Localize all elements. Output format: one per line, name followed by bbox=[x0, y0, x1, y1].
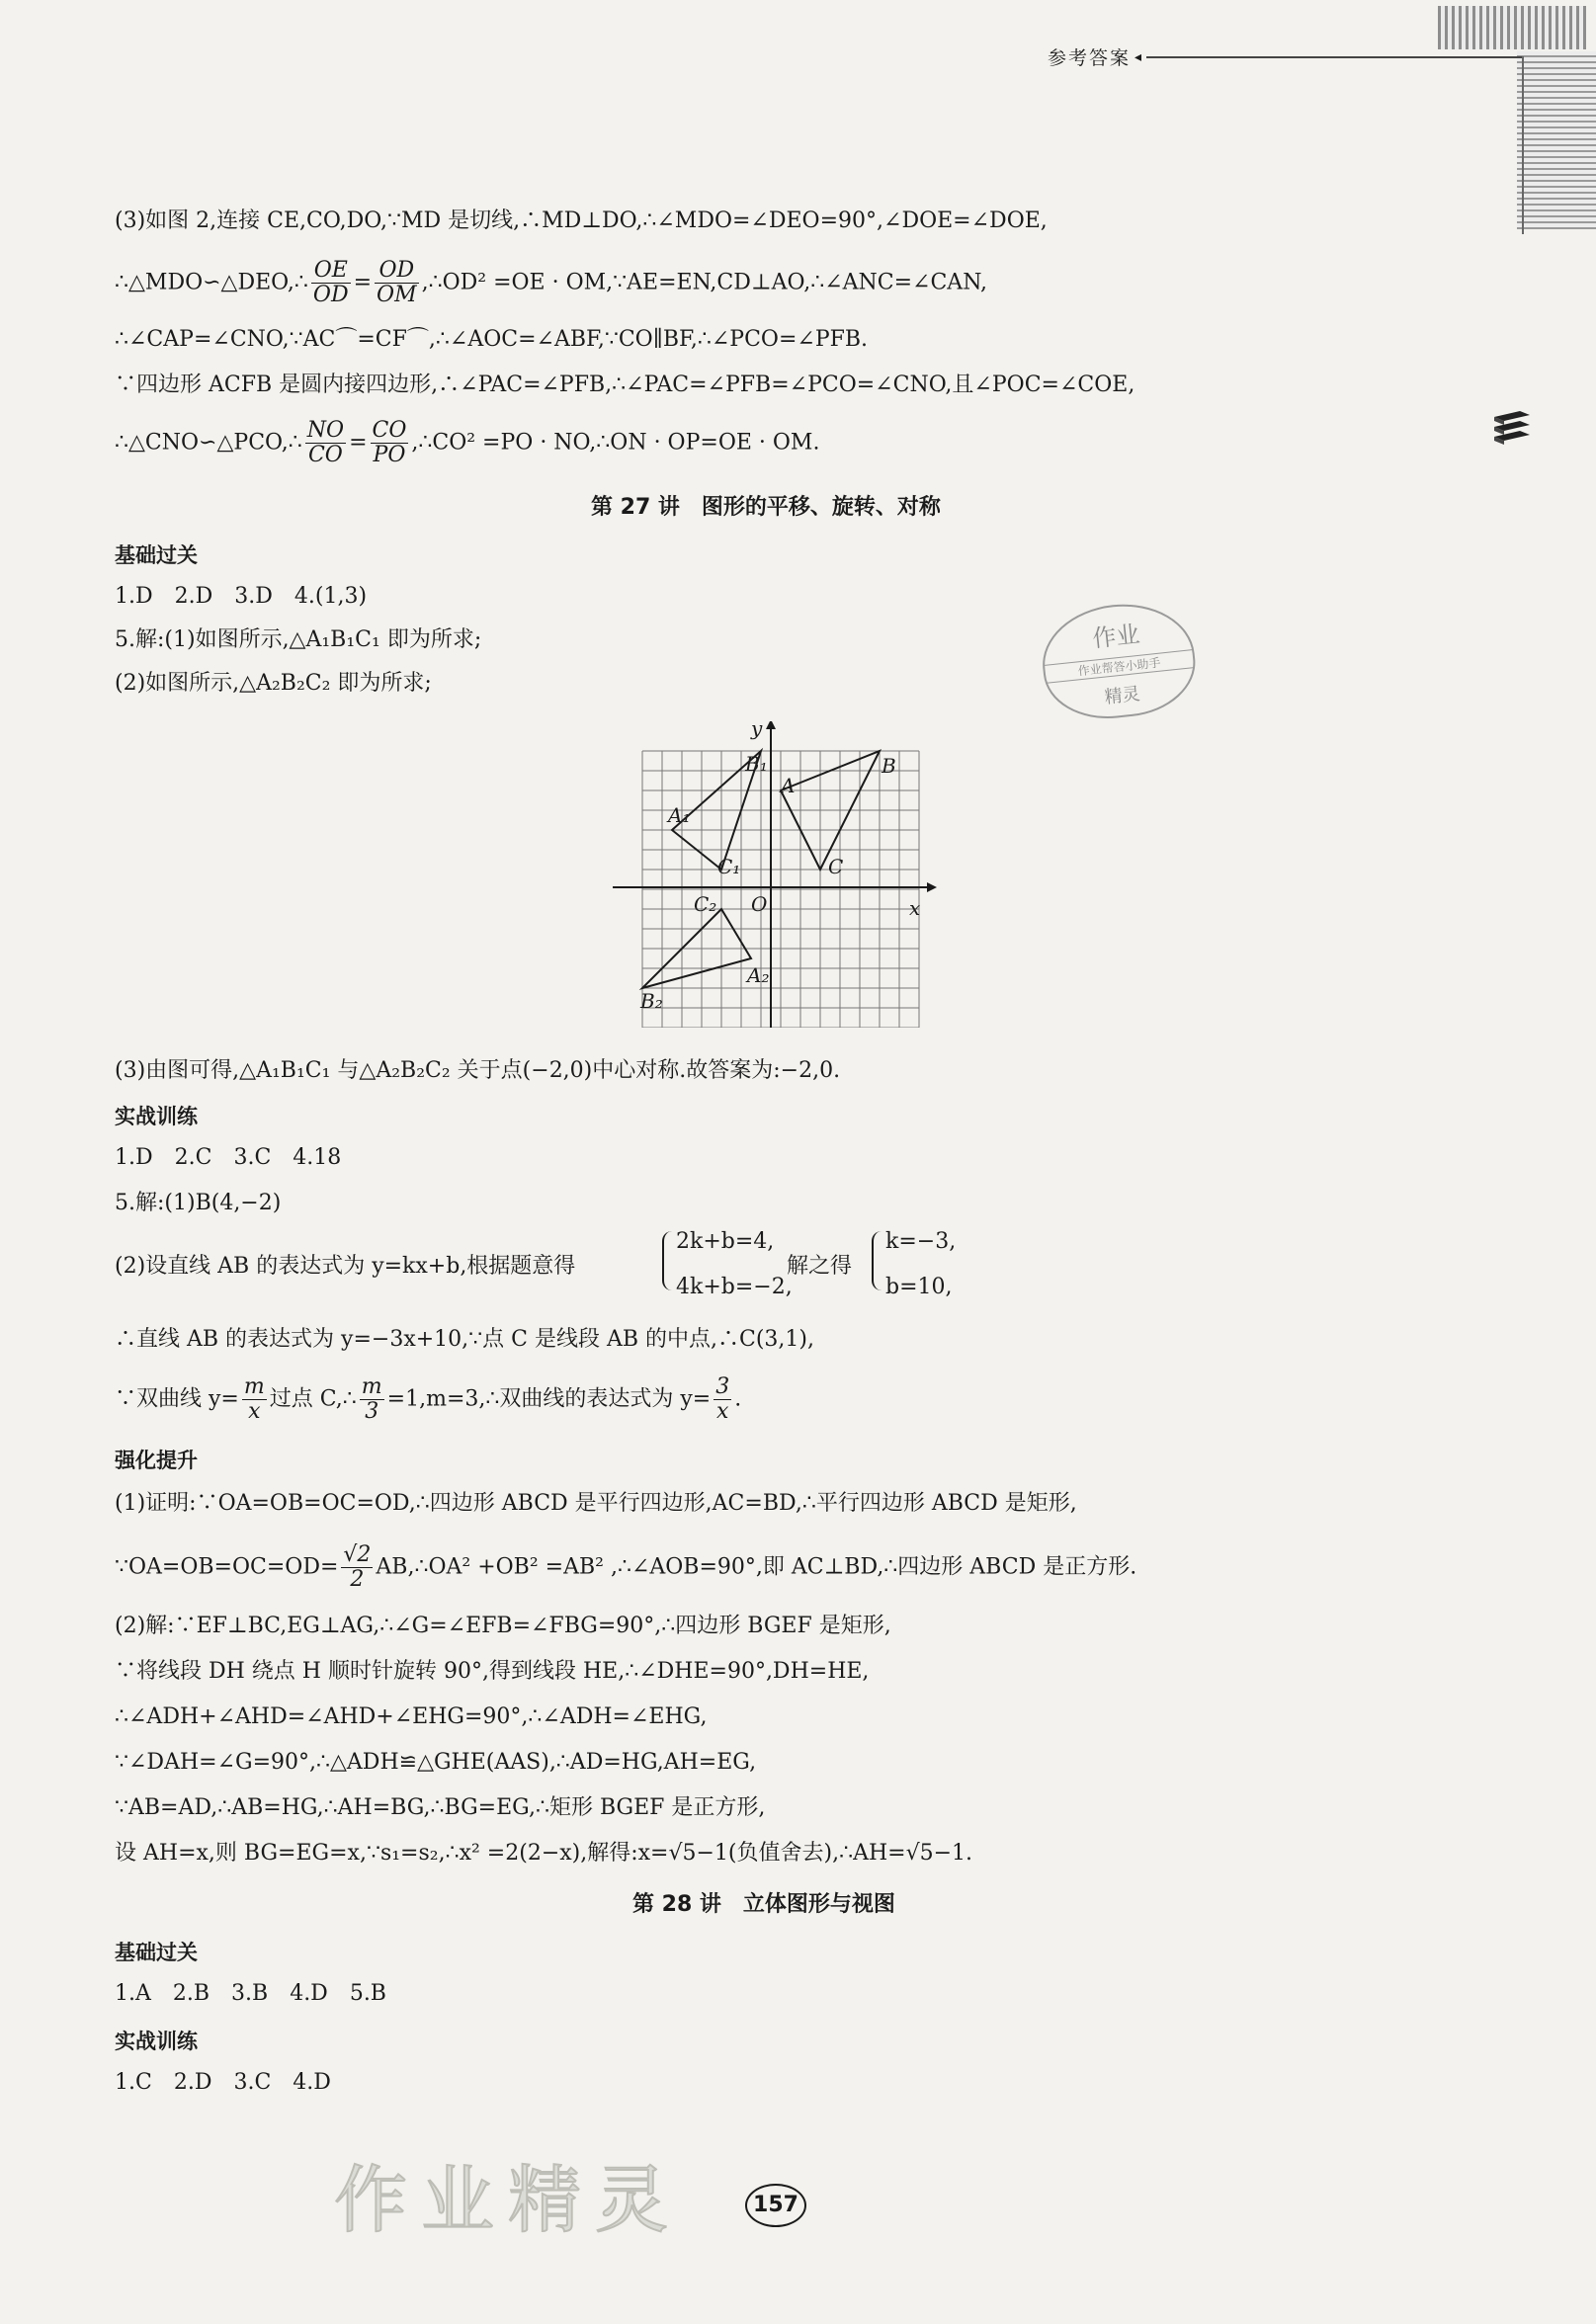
section-title: 第 27 讲 图形的平移、旋转、对称 bbox=[591, 495, 941, 520]
stamp-logo bbox=[1037, 597, 1200, 724]
fraction: $\frac{3}{x}$ bbox=[715, 1374, 730, 1424]
header-stripe-decoration bbox=[1438, 6, 1586, 49]
fraction: $\frac{√2}{2}$ bbox=[343, 1542, 372, 1592]
text-line: ∵四边形 ACFB 是圆内接四边形,∴∠PAC=∠PFB,∴∠PAC=∠PFB=∠PCO=∠CNO,且∠POC=∠COE, bbox=[115, 373, 1135, 397]
coordinate-grid-figure bbox=[613, 721, 939, 1028]
point-label-b2: B₂ bbox=[640, 989, 663, 1013]
text-line: (3)由图可得,△A₁B₁C₁ 与△A₂B₂C₂ 关于点(−2,0)中心对称.故答案为:−2,0. bbox=[115, 1058, 841, 1083]
answers-line: 1.A 2.B 3.B 4.D 5.B bbox=[115, 1981, 386, 2006]
text-line: (2)设直线 AB 的表达式为 y=kx+b,根据题意得 bbox=[115, 1254, 576, 1279]
header-rule bbox=[1146, 56, 1522, 58]
axis-label-x: x bbox=[909, 896, 921, 920]
fraction: $\frac{m}{3}$ bbox=[361, 1374, 382, 1424]
answers-line: 1.C 2.D 3.C 4.D bbox=[115, 2070, 331, 2095]
fraction: $\frac{m}{x}$ bbox=[243, 1374, 265, 1424]
text-line: 解之得 bbox=[787, 1254, 853, 1279]
text-line: ∵AB=AD,∴AB=HG,∴AH=BG,∴BG=EG,∴矩形 BGEF 是正方形, bbox=[115, 1795, 766, 1820]
text-line: (2)如图所示,△A₂B₂C₂ 即为所求; bbox=[115, 671, 432, 696]
books-icon bbox=[1490, 407, 1534, 447]
header-arrow-icon: ◂ bbox=[1134, 49, 1142, 65]
point-label-b: B bbox=[882, 754, 896, 778]
text-line: (3)如图 2,连接 CE,CO,DO,∵MD 是切线,∴MD⊥DO,∴∠MDO=∠DEO=90°,∠DOE=∠DOE, bbox=[115, 208, 1048, 233]
text-line: ∴△CNO∽△PCO,∴ $\frac{NO}{CO}$ = $\frac{CO}{PO}$ ,∴CO² =PO · NO,∴ON · OP=OE · OM. bbox=[115, 418, 820, 467]
origin-label: O bbox=[751, 892, 768, 916]
answers-line: 1.D 2.D 3.D 4.(1,3) bbox=[115, 584, 368, 609]
text-line: 设 AH=x,则 BG=EG=x,∵s₁=s₂,∴x² =2(2−x),解得:x=√5−1(负值舍去),∴AH=√5−1. bbox=[115, 1841, 973, 1866]
equation: 2k+b=4, bbox=[676, 1229, 775, 1254]
equation: 4k+b=−2, bbox=[676, 1275, 793, 1299]
fraction: $\frac{OD}{OM}$ bbox=[377, 258, 417, 307]
brace bbox=[662, 1231, 674, 1290]
text-line: (1)证明:∵OA=OB=OC=OD,∴四边形 ABCD 是平行四边形,AC=BD,∴平行四边形 ABCD 是矩形, bbox=[115, 1491, 1077, 1516]
text-line: 5.解:(1)B(4,−2) bbox=[115, 1191, 282, 1215]
page-number: 157 bbox=[745, 2184, 806, 2227]
point-label-c1: C₁ bbox=[717, 855, 741, 878]
stamp-text: 精灵 bbox=[1103, 683, 1141, 708]
header-label: 参考答案 bbox=[1048, 47, 1132, 69]
equation: b=10, bbox=[885, 1275, 953, 1299]
point-label-b1: B₁ bbox=[745, 752, 768, 776]
point-label-a1: A₁ bbox=[668, 803, 691, 827]
header-vertical-rule bbox=[1522, 56, 1524, 234]
subsection-title: 强化提升 bbox=[115, 1449, 198, 1472]
point-label-a: A bbox=[781, 774, 796, 797]
header-side-stripes bbox=[1517, 51, 1596, 229]
brace bbox=[872, 1231, 883, 1290]
stamp-text: 作业 bbox=[1091, 620, 1141, 653]
fraction: $\frac{CO}{PO}$ bbox=[372, 418, 407, 467]
point-label-a2: A₂ bbox=[747, 963, 770, 987]
text-line: ∵将线段 DH 绕点 H 顺时针旋转 90°,得到线段 HE,∴∠DHE=90°,DH=HE, bbox=[115, 1659, 870, 1684]
subsection-title: 基础过关 bbox=[115, 543, 198, 567]
section-title: 第 28 讲 立体图形与视图 bbox=[632, 1892, 895, 1917]
point-label-c2: C₂ bbox=[694, 892, 717, 916]
axis-label-y: y bbox=[751, 721, 763, 740]
text-line: ∵OA=OB=OC=OD= $\frac{√2}{2}$ AB,∴OA² +OB² =AB² ,∴∠AOB=90°,即 AC⊥BD,∴四边形 ABCD 是正方形. bbox=[115, 1542, 1137, 1592]
text-line: 5.解:(1)如图所示,△A₁B₁C₁ 即为所求; bbox=[115, 627, 482, 652]
subsection-title: 基础过关 bbox=[115, 1941, 198, 1964]
watermark: 作业精灵 bbox=[334, 2158, 682, 2243]
point-label-c: C bbox=[828, 855, 844, 878]
fraction: $\frac{NO}{CO}$ bbox=[306, 418, 345, 467]
stamp-text: 作业帮答小助手 bbox=[1045, 649, 1194, 684]
fraction: $\frac{OE}{OD}$ bbox=[312, 258, 349, 307]
text-line: ∵∠DAH=∠G=90°,∴△ADH≌△GHE(AAS),∴AD=HG,AH=EG, bbox=[115, 1750, 757, 1775]
subsection-title: 实战训练 bbox=[115, 1105, 198, 1128]
text-line: ∴直线 AB 的表达式为 y=−3x+10,∵点 C 是线段 AB 的中点,∴C(3,1), bbox=[115, 1327, 814, 1352]
text-line: ∴∠CAP=∠CNO,∵AC⌒=CF⌒,∴∠AOC=∠ABF,∵CO∥BF,∴∠PCO=∠PFB. bbox=[115, 327, 869, 352]
answers-line: 1.D 2.C 3.C 4.18 bbox=[115, 1145, 342, 1170]
subsection-title: 实战训练 bbox=[115, 2030, 198, 2053]
text-line: ∴∠ADH+∠AHD=∠AHD+∠EHG=90°,∴∠ADH=∠EHG, bbox=[115, 1704, 708, 1729]
text-line: ∵双曲线 y= $\frac{m}{x}$ 过点 C,∴ $\frac{m}{3}$ =1,m=3,∴双曲线的表达式为 y= $\frac{3}{x}$ . bbox=[115, 1374, 742, 1424]
text-line: ∴△MDO∽△DEO,∴ $\frac{OE}{OD}$ = $\frac{OD}{OM}$ ,∴OD² =OE · OM,∵AE=EN,CD⊥AO,∴∠ANC=∠CAN, bbox=[115, 258, 988, 307]
text-line: (2)解:∵EF⊥BC,EG⊥AG,∴∠G=∠EFB=∠FBG=90°,∴四边形 BGEF 是矩形, bbox=[115, 1614, 891, 1638]
equation: k=−3, bbox=[885, 1229, 957, 1254]
